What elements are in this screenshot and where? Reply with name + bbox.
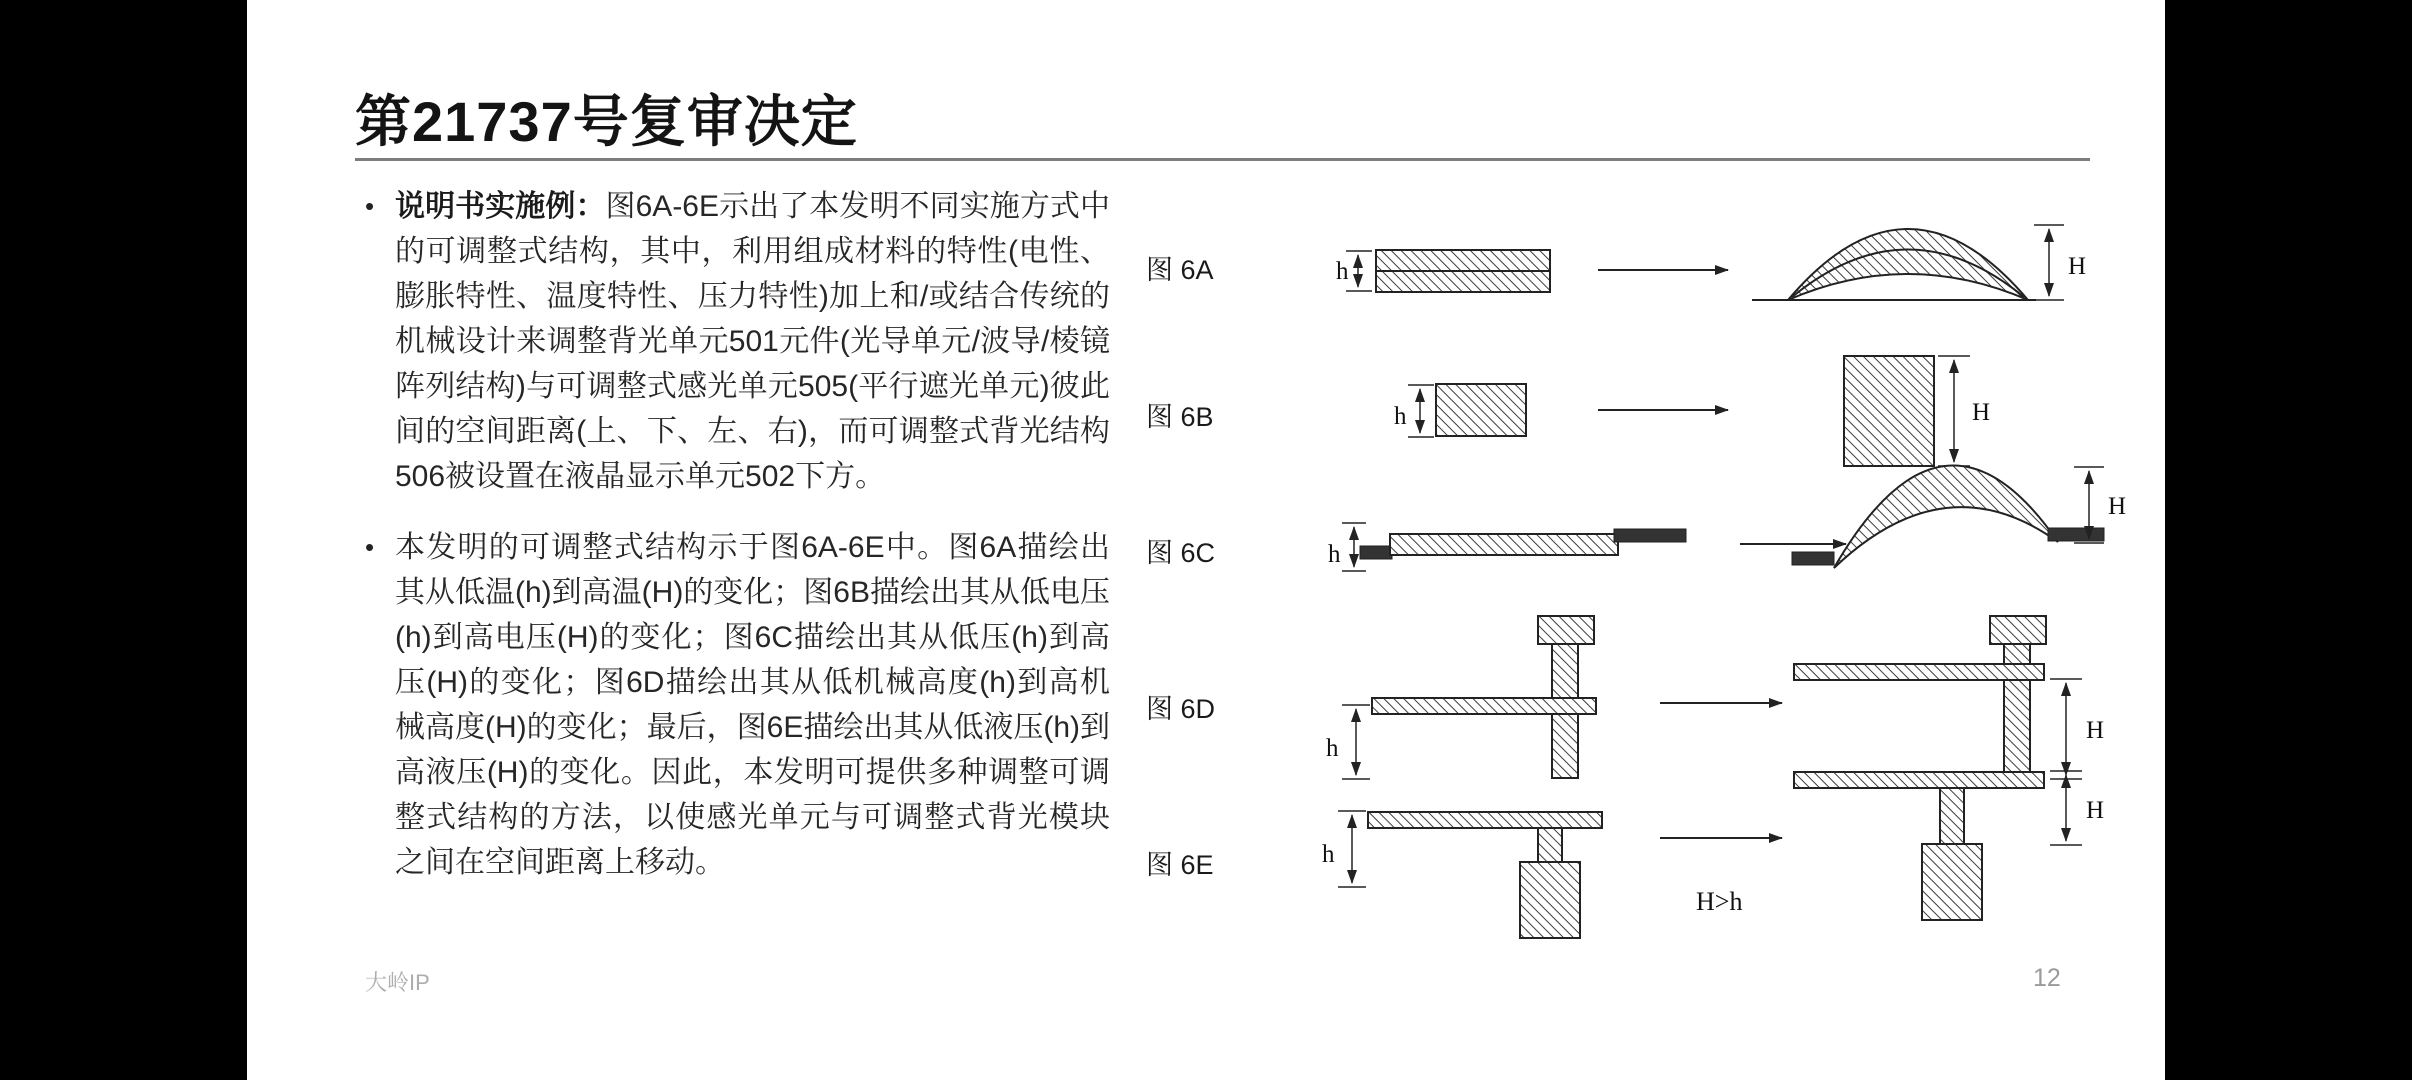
fig-6b-h-label: h — [1394, 403, 1407, 430]
fig-6e-condition-label: H>h — [1696, 887, 1743, 916]
fig-6b-before-shape — [1436, 384, 1526, 436]
fig-6d-row — [1146, 616, 2104, 779]
bullet-marker: • — [365, 191, 375, 221]
fig-6e-h-label: h — [1322, 841, 1335, 868]
fig-6a-before-shape — [1376, 250, 1550, 292]
bullet-item — [365, 525, 1113, 885]
fig-6b-after-shape — [1844, 356, 1934, 466]
bullet-marker: • — [365, 532, 375, 562]
fig-6d-H-label: H — [2086, 717, 2105, 744]
bullet-list — [365, 184, 1113, 885]
bullet-text — [395, 184, 1110, 499]
fig-6a-h-label: h — [1336, 258, 1349, 285]
bullet-text — [395, 525, 1110, 885]
fig-6b-row — [1146, 356, 1990, 466]
fig-6c-before-shape — [1360, 529, 1686, 559]
fig-6a-row — [1146, 225, 2086, 300]
fig-6c-label: 图 6C — [1146, 538, 1216, 568]
page-title: 第21737号复审决定 — [355, 90, 858, 153]
slide — [247, 0, 2165, 1080]
fig-6c-row — [1146, 466, 2126, 571]
fig-6c-h-label: h — [1328, 541, 1341, 568]
fig-6d-label: 图 6D — [1146, 694, 1216, 724]
fig-6e-H-label: H — [2086, 797, 2105, 824]
bullet-lead: 说明书实施例： — [395, 190, 606, 223]
fig-6e-row — [1146, 771, 2104, 938]
page-number: 12 — [2033, 964, 2061, 992]
fig-6d-after-shape — [1794, 616, 2046, 778]
fig-6a-after-shape — [1752, 229, 2036, 300]
patent-figures-svg — [1140, 198, 2152, 970]
fig-6a-label: 图 6A — [1146, 255, 1214, 285]
fig-6c-H-label: H — [2108, 493, 2127, 520]
fig-6d-before-shape — [1372, 616, 1596, 778]
fig-6e-label: 图 6E — [1146, 850, 1214, 880]
fig-6a-H-label: H — [2068, 253, 2087, 280]
fig-6d-h-label: h — [1326, 735, 1339, 762]
title-underline — [355, 158, 2090, 161]
footer-brand: 大岭IP — [365, 970, 430, 995]
patent-figures-panel — [1140, 198, 2152, 970]
bullet-body: 本发明的可调整式结构示于图6A-6E中。图6A描绘出其从低温(h)到高温(H)的变化；图6B描绘出其从低电压(h)到高电压(H)的变化；图6C描绘出其从低压(h)到高压(H)的变化；图6D描绘出其从低机械高度(h)到高机械高度(H)的变化；最后，图6E描绘出其从低液压(h)到高液压(H)的变化。因此，本发明可提供多种调整可调整式结构的方法，以使感光单元与可调整式背光模块之间在空间距离上移动。 — [395, 531, 1111, 879]
bullet-body: 图6A-6E示出了本发明不同实施方式中的可调整式结构，其中，利用组成材料的特性(电性、膨胀特性、温度特性、压力特性)加上和/或结合传统的机械设计来调整背光单元501元件(光导单元/波导/棱镜阵列结构)与可调整式感光单元505(平行遮光单元)彼此间的空间距离(上、下、左、右)，而可调整式背光结构506被设置在液晶显示单元502下方。 — [395, 190, 1110, 493]
bullet-item — [365, 184, 1113, 499]
fig-6e-before-shape — [1368, 812, 1602, 938]
fig-6c-after-shape — [1792, 466, 2104, 568]
fig-6b-label: 图 6B — [1146, 402, 1214, 432]
fig-6b-H-label: H — [1972, 399, 1991, 426]
fig-6e-after-shape — [1794, 772, 2044, 920]
